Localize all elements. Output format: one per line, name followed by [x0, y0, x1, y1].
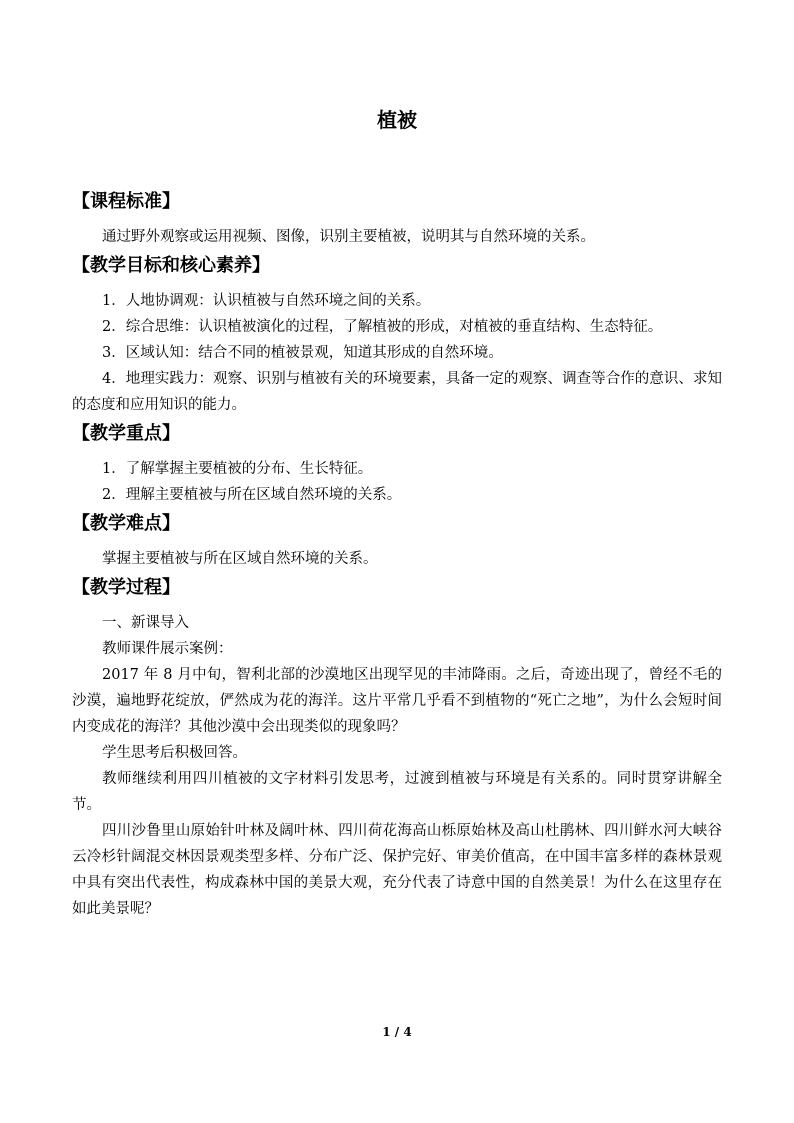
- paragraph: 1．人地协调观：认识植被与自然环境之间的关系。: [102, 293, 431, 309]
- section-heading-key-points: 【教学重点】: [72, 423, 180, 444]
- paragraph: 1．了解掌握主要植被的分布、生长特征。: [102, 461, 373, 477]
- paragraph: 教师课件展示案例：: [102, 641, 233, 657]
- paragraph: 2017 年 8 月中旬，智利北部的沙漠地区出现罕见的丰沛降雨。之后，奇迹出现了，曾经不毛的沙漠，遍地野花绽放，俨然成为花的海洋。这片平常几乎看不到植物的“死亡之地”，为什么会短时间内变成花的海洋？其他沙漠中会出现类似的现象吗？: [72, 667, 722, 735]
- section-heading-goals: 【教学目标和核心素养】: [72, 255, 270, 276]
- paragraph: 教师继续利用四川植被的文字材料引发思考，过渡到植被与环境是有关系的。同时贯穿讲解全节。: [72, 771, 722, 813]
- page-number: 1 / 4: [382, 1025, 412, 1039]
- paragraph: 4．地理实践力：观察、识别与植被有关的环境要素，具备一定的观察、调查等合作的意识、求知的态度和应用知识的能力。: [72, 371, 722, 413]
- section-heading-difficulties: 【教学难点】: [72, 513, 180, 534]
- paragraph: 2．理解主要植被与所在区域自然环境的关系。: [102, 487, 402, 503]
- paragraph: 学生思考后积极回答。: [102, 745, 247, 761]
- paragraph: 2．综合思维：认识植被演化的过程，了解植被的形成，对植被的垂直结构、生态特征。: [102, 319, 663, 335]
- section-heading-process: 【教学过程】: [72, 577, 180, 598]
- paragraph: 四川沙鲁里山原始针叶林及阔叶林、四川荷花海高山栎原始林及高山杜鹃林、四川鲜水河大峡谷云冷杉针阔混交林因景观类型多样、分布广泛、保护完好、审美价值高，在中国丰富多样的森林景观中具有突出代表性，构成森林中国的美景大观，充分代表了诗意中国的自然美景！为什么在这里存在如此美景呢？: [72, 823, 722, 917]
- paragraph: 掌握主要植被与所在区域自然环境的关系。: [102, 551, 378, 567]
- paragraph: 通过野外观察或运用视频、图像，识别主要植被，说明其与自然环境的关系。: [102, 229, 595, 245]
- document-body: [72, 186, 722, 922]
- section-heading-standard: 【课程标准】: [72, 191, 180, 212]
- paragraph: 3．区域认知：结合不同的植被景观，知道其形成的自然环境。: [102, 345, 503, 361]
- document-title: 植被: [377, 108, 417, 132]
- paragraph: 一、新课导入: [102, 615, 189, 631]
